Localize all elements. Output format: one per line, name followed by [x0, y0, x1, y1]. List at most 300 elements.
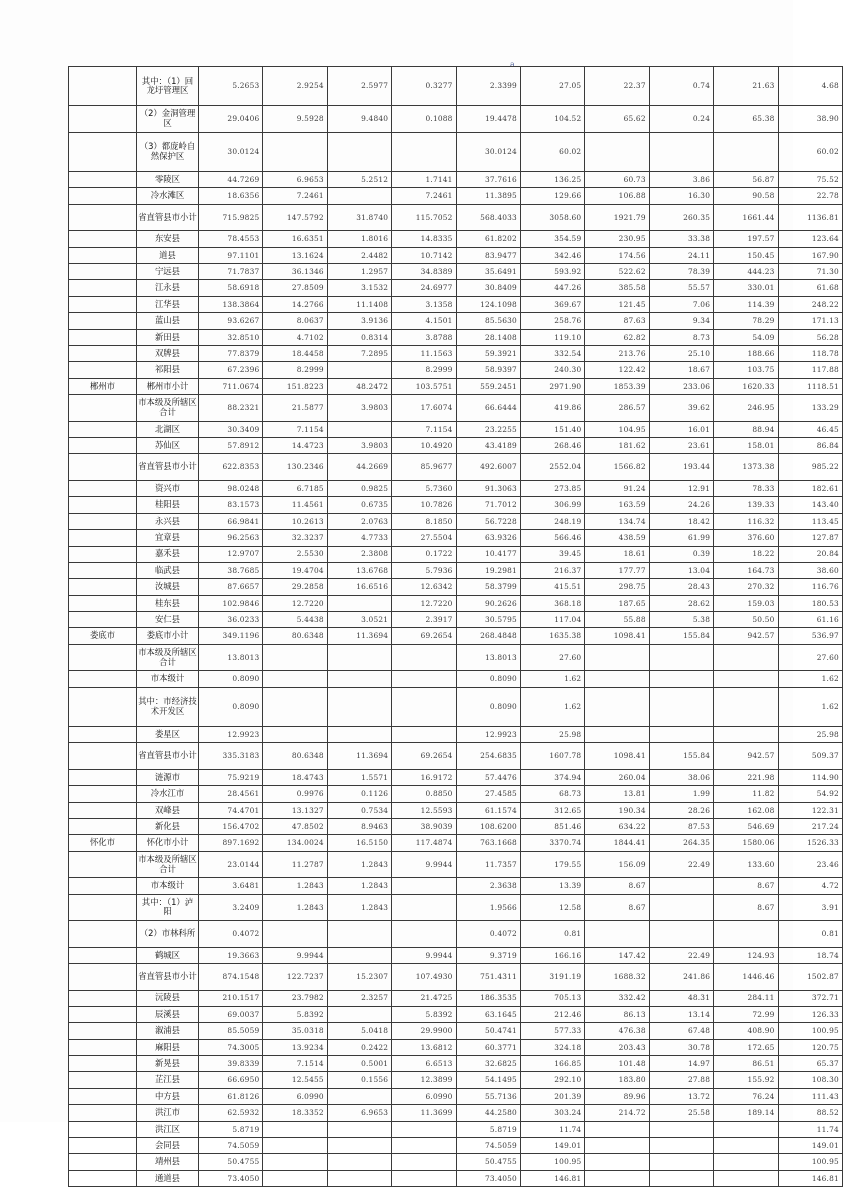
- value-cell: 100.95: [778, 1154, 842, 1170]
- value-cell: 203.43: [585, 1039, 649, 1055]
- value-cell: 260.04: [585, 769, 649, 785]
- value-cell: 335.3183: [199, 743, 263, 769]
- value-cell: 122.31: [778, 802, 842, 818]
- value-cell: 11.3694: [327, 628, 391, 644]
- value-cell: [649, 671, 713, 687]
- value-cell: 30.0124: [199, 132, 263, 171]
- value-cell: 190.34: [585, 802, 649, 818]
- value-cell: 3.1532: [327, 280, 391, 296]
- value-cell: 151.8223: [263, 378, 327, 394]
- value-cell: 5.8719: [199, 1121, 263, 1137]
- value-cell: [263, 132, 327, 171]
- value-cell: 9.9944: [263, 947, 327, 963]
- value-cell: [392, 1121, 456, 1137]
- region-cell: [69, 644, 137, 670]
- value-cell: 11.7357: [456, 851, 520, 877]
- value-cell: 61.16: [778, 612, 842, 628]
- region-cell: [69, 819, 137, 835]
- value-cell: [649, 132, 713, 171]
- value-cell: 69.0037: [199, 1006, 263, 1022]
- region-cell: [69, 1072, 137, 1088]
- region-cell: [69, 497, 137, 513]
- value-cell: 60.02: [520, 132, 584, 171]
- value-cell: 143.40: [778, 497, 842, 513]
- value-cell: 7.2895: [327, 346, 391, 362]
- unit-name-cell: 省直管县市小计: [137, 204, 199, 230]
- value-cell: 23.61: [649, 438, 713, 454]
- value-cell: 444.23: [714, 264, 778, 280]
- table-row: [69, 280, 843, 296]
- value-cell: 186.3535: [456, 990, 520, 1006]
- value-cell: 566.46: [520, 530, 584, 546]
- value-cell: 29.0406: [199, 106, 263, 132]
- value-cell: 50.50: [714, 612, 778, 628]
- value-cell: 369.67: [520, 296, 584, 312]
- value-cell: 129.66: [520, 188, 584, 204]
- value-cell: 12.9923: [456, 726, 520, 742]
- value-cell: [263, 1121, 327, 1137]
- value-cell: 13.81: [585, 786, 649, 802]
- value-cell: 87.6657: [199, 579, 263, 595]
- value-cell: [327, 1088, 391, 1104]
- value-cell: 13.04: [649, 562, 713, 578]
- value-cell: 1.9566: [456, 894, 520, 920]
- value-cell: 32.6825: [456, 1056, 520, 1072]
- value-cell: 17.6074: [392, 395, 456, 421]
- value-cell: 55.88: [585, 612, 649, 628]
- value-cell: 89.96: [585, 1088, 649, 1104]
- table-row: [69, 1105, 843, 1121]
- value-cell: 61.8202: [456, 231, 520, 247]
- value-cell: 12.6342: [392, 579, 456, 595]
- value-cell: 78.33: [714, 480, 778, 496]
- value-cell: 63.1645: [456, 1006, 520, 1022]
- value-cell: 1446.46: [714, 964, 778, 990]
- value-cell: 12.9707: [199, 546, 263, 562]
- unit-name-cell: 道县: [137, 247, 199, 263]
- value-cell: 172.65: [714, 1039, 778, 1055]
- unit-name-cell: 资兴市: [137, 480, 199, 496]
- value-cell: 24.11: [649, 247, 713, 263]
- value-cell: 103.5751: [392, 378, 456, 394]
- value-cell: 1098.41: [585, 628, 649, 644]
- unit-name-cell: 麻阳县: [137, 1039, 199, 1055]
- value-cell: 126.33: [778, 1006, 842, 1022]
- value-cell: 138.3864: [199, 296, 263, 312]
- value-cell: 447.26: [520, 280, 584, 296]
- value-cell: 12.7220: [392, 595, 456, 611]
- region-cell: [69, 802, 137, 818]
- region-cell: [69, 1039, 137, 1055]
- value-cell: 166.85: [520, 1056, 584, 1072]
- unit-name-cell: （2）市林科所: [137, 921, 199, 947]
- value-cell: 0.8314: [327, 329, 391, 345]
- value-cell: 10.4177: [456, 546, 520, 562]
- unit-name-cell: 新化县: [137, 819, 199, 835]
- value-cell: [392, 1154, 456, 1170]
- value-cell: 942.57: [714, 743, 778, 769]
- value-cell: 16.30: [649, 188, 713, 204]
- value-cell: [585, 687, 649, 726]
- value-cell: [649, 644, 713, 670]
- value-cell: 705.13: [520, 990, 584, 1006]
- value-cell: [585, 921, 649, 947]
- value-cell: 193.44: [649, 454, 713, 480]
- value-cell: 3.0521: [327, 612, 391, 628]
- value-cell: 28.1408: [456, 329, 520, 345]
- value-cell: 1.2843: [327, 878, 391, 894]
- value-cell: 270.32: [714, 579, 778, 595]
- value-cell: 408.90: [714, 1023, 778, 1039]
- value-cell: 248.22: [778, 296, 842, 312]
- value-cell: 38.9039: [392, 819, 456, 835]
- value-cell: 634.22: [585, 819, 649, 835]
- unit-name-cell: 桂东县: [137, 595, 199, 611]
- value-cell: 9.9944: [392, 851, 456, 877]
- unit-name-cell: 市本级及所辖区合计: [137, 395, 199, 421]
- value-cell: 35.6491: [456, 264, 520, 280]
- region-cell: [69, 595, 137, 611]
- region-cell: [69, 921, 137, 947]
- value-cell: 3.2409: [199, 894, 263, 920]
- value-cell: [714, 671, 778, 687]
- value-cell: 1661.44: [714, 204, 778, 230]
- value-cell: 8.2999: [263, 362, 327, 378]
- value-cell: [327, 644, 391, 670]
- table-row: [69, 851, 843, 877]
- value-cell: 62.82: [585, 329, 649, 345]
- value-cell: 103.75: [714, 362, 778, 378]
- unit-name-cell: 娄底市小计: [137, 628, 199, 644]
- value-cell: 74.5059: [456, 1138, 520, 1154]
- value-cell: [327, 595, 391, 611]
- value-cell: 27.5504: [392, 530, 456, 546]
- value-cell: 577.33: [520, 1023, 584, 1039]
- value-cell: 0.2422: [327, 1039, 391, 1055]
- value-cell: 0.1126: [327, 786, 391, 802]
- value-cell: 18.3352: [263, 1105, 327, 1121]
- region-cell: [69, 280, 137, 296]
- value-cell: 77.8379: [199, 346, 263, 362]
- table-row: [69, 395, 843, 421]
- table-row: [69, 454, 843, 480]
- value-cell: 108.30: [778, 1072, 842, 1088]
- value-cell: 189.14: [714, 1105, 778, 1121]
- unit-name-cell: 东安县: [137, 231, 199, 247]
- value-cell: 20.84: [778, 546, 842, 562]
- value-cell: 14.97: [649, 1056, 713, 1072]
- table-row: [69, 1006, 843, 1022]
- value-cell: 31.8740: [327, 204, 391, 230]
- value-cell: 9.4840: [327, 106, 391, 132]
- value-cell: [649, 687, 713, 726]
- value-cell: 0.39: [649, 546, 713, 562]
- table-row: [69, 346, 843, 362]
- value-cell: 73.4050: [199, 1170, 263, 1186]
- value-cell: 11.1408: [327, 296, 391, 312]
- value-cell: 71.30: [778, 264, 842, 280]
- value-cell: 58.6918: [199, 280, 263, 296]
- value-cell: 29.9900: [392, 1023, 456, 1039]
- value-cell: 1.62: [520, 687, 584, 726]
- value-cell: 65.62: [585, 106, 649, 132]
- value-cell: 27.88: [649, 1072, 713, 1088]
- value-cell: 248.19: [520, 513, 584, 529]
- value-cell: 158.01: [714, 438, 778, 454]
- unit-name-cell: 其中：市经济技术开发区: [137, 687, 199, 726]
- value-cell: 332.42: [585, 990, 649, 1006]
- value-cell: [714, 726, 778, 742]
- value-cell: [392, 726, 456, 742]
- value-cell: 71.7012: [456, 497, 520, 513]
- value-cell: 6.9653: [263, 172, 327, 188]
- value-cell: 415.51: [520, 579, 584, 595]
- value-cell: 0.8090: [456, 687, 520, 726]
- value-cell: 11.3694: [327, 743, 391, 769]
- value-cell: 27.4585: [456, 786, 520, 802]
- value-cell: 4.7733: [327, 530, 391, 546]
- value-cell: 146.81: [520, 1170, 584, 1186]
- value-cell: 91.24: [585, 480, 649, 496]
- value-cell: 273.85: [520, 480, 584, 496]
- value-cell: 50.4755: [456, 1154, 520, 1170]
- value-cell: 2.3808: [327, 546, 391, 562]
- unit-name-cell: 其中：（1）泸阳: [137, 894, 199, 920]
- value-cell: 25.10: [649, 346, 713, 362]
- value-cell: 98.0248: [199, 480, 263, 496]
- region-cell: [69, 264, 137, 280]
- value-cell: 80.6348: [263, 628, 327, 644]
- unit-name-cell: 辰溪县: [137, 1006, 199, 1022]
- value-cell: 9.9944: [392, 947, 456, 963]
- value-cell: 0.1556: [327, 1072, 391, 1088]
- value-cell: 87.63: [585, 313, 649, 329]
- table-row: [69, 132, 843, 171]
- value-cell: 213.76: [585, 346, 649, 362]
- value-cell: 107.4930: [392, 964, 456, 990]
- value-cell: 18.22: [714, 546, 778, 562]
- value-cell: 10.7142: [392, 247, 456, 263]
- value-cell: 536.97: [778, 628, 842, 644]
- value-cell: 6.6513: [392, 1056, 456, 1072]
- value-cell: 21.63: [714, 67, 778, 106]
- table-row: [69, 612, 843, 628]
- value-cell: 268.46: [520, 438, 584, 454]
- value-cell: [392, 1170, 456, 1186]
- value-cell: 27.60: [778, 644, 842, 670]
- value-cell: 133.29: [778, 395, 842, 421]
- value-cell: 419.86: [520, 395, 584, 421]
- value-cell: 78.39: [649, 264, 713, 280]
- value-cell: 332.54: [520, 346, 584, 362]
- value-cell: 2.3257: [327, 990, 391, 1006]
- value-cell: 102.9846: [199, 595, 263, 611]
- value-cell: 8.73: [649, 329, 713, 345]
- table-row: [69, 1088, 843, 1104]
- value-cell: 16.01: [649, 421, 713, 437]
- value-cell: 1373.38: [714, 454, 778, 480]
- value-cell: 97.1101: [199, 247, 263, 263]
- region-cell: [69, 438, 137, 454]
- value-cell: 68.73: [520, 786, 584, 802]
- value-cell: 32.8510: [199, 329, 263, 345]
- table-row: [69, 497, 843, 513]
- value-cell: 188.66: [714, 346, 778, 362]
- value-cell: [263, 921, 327, 947]
- value-cell: 5.7936: [392, 562, 456, 578]
- value-cell: [585, 1170, 649, 1186]
- value-cell: 60.3771: [456, 1039, 520, 1055]
- value-cell: 75.9219: [199, 769, 263, 785]
- region-cell: [69, 1006, 137, 1022]
- value-cell: 91.3063: [456, 480, 520, 496]
- value-cell: 121.45: [585, 296, 649, 312]
- value-cell: 4.1501: [392, 313, 456, 329]
- value-cell: 0.8850: [392, 786, 456, 802]
- table-row: [69, 421, 843, 437]
- value-cell: 73.4050: [456, 1170, 520, 1186]
- region-cell: [69, 530, 137, 546]
- value-cell: 197.57: [714, 231, 778, 247]
- value-cell: 5.2512: [327, 172, 391, 188]
- unit-name-cell: 江华县: [137, 296, 199, 312]
- value-cell: [649, 1121, 713, 1137]
- unit-name-cell: 市本级及所辖区合计: [137, 851, 199, 877]
- value-cell: 303.24: [520, 1105, 584, 1121]
- table-row: [69, 231, 843, 247]
- unit-name-cell: 溆浦县: [137, 1023, 199, 1039]
- table-row: [69, 878, 843, 894]
- value-cell: 16.6516: [327, 579, 391, 595]
- unit-name-cell: 嘉禾县: [137, 546, 199, 562]
- unit-name-cell: 双牌县: [137, 346, 199, 362]
- value-cell: 1.2957: [327, 264, 391, 280]
- unit-name-cell: 安仁县: [137, 612, 199, 628]
- table-row: [69, 644, 843, 670]
- region-cell: [69, 851, 137, 877]
- unit-name-cell: 通道县: [137, 1170, 199, 1186]
- value-cell: [392, 878, 456, 894]
- value-cell: 368.18: [520, 595, 584, 611]
- value-cell: 1.62: [778, 687, 842, 726]
- value-cell: 114.90: [778, 769, 842, 785]
- value-cell: 23.46: [778, 851, 842, 877]
- value-cell: 14.4723: [263, 438, 327, 454]
- table-body: [69, 67, 843, 1187]
- value-cell: 100.95: [520, 1154, 584, 1170]
- table-row: [69, 1121, 843, 1137]
- region-cell: [69, 1154, 137, 1170]
- unit-name-cell: 会同县: [137, 1138, 199, 1154]
- value-cell: 127.87: [778, 530, 842, 546]
- region-cell: [69, 132, 137, 171]
- value-cell: [649, 1154, 713, 1170]
- value-cell: 56.87: [714, 172, 778, 188]
- value-cell: 711.0674: [199, 378, 263, 394]
- value-cell: 11.82: [714, 786, 778, 802]
- value-cell: 0.3277: [392, 67, 456, 106]
- region-cell: [69, 188, 137, 204]
- value-cell: 23.0144: [199, 851, 263, 877]
- value-cell: 108.6200: [456, 819, 520, 835]
- value-cell: [585, 671, 649, 687]
- value-cell: 763.1668: [456, 835, 520, 851]
- value-cell: 67.48: [649, 1023, 713, 1039]
- unit-name-cell: 洪江区: [137, 1121, 199, 1137]
- value-cell: 1.2843: [263, 878, 327, 894]
- region-cell: [69, 362, 137, 378]
- value-cell: 88.2321: [199, 395, 263, 421]
- value-cell: 30.78: [649, 1039, 713, 1055]
- region-cell: [69, 894, 137, 920]
- table-row: [69, 480, 843, 496]
- value-cell: 55.57: [649, 280, 713, 296]
- value-cell: 155.84: [649, 743, 713, 769]
- value-cell: 349.1196: [199, 628, 263, 644]
- table-row: [69, 990, 843, 1006]
- table-row: [69, 687, 843, 726]
- value-cell: 18.61: [585, 546, 649, 562]
- value-cell: 2.4482: [327, 247, 391, 263]
- value-cell: 324.18: [520, 1039, 584, 1055]
- value-cell: 30.0124: [456, 132, 520, 171]
- value-cell: 177.77: [585, 562, 649, 578]
- value-cell: [327, 188, 391, 204]
- value-cell: 155.92: [714, 1072, 778, 1088]
- unit-name-cell: 芷江县: [137, 1072, 199, 1088]
- value-cell: 1136.81: [778, 204, 842, 230]
- value-cell: 0.8090: [199, 687, 263, 726]
- value-cell: 212.46: [520, 1006, 584, 1022]
- value-cell: 44.2669: [327, 454, 391, 480]
- value-cell: 54.92: [778, 786, 842, 802]
- value-cell: 85.5059: [199, 1023, 263, 1039]
- table-row: [69, 595, 843, 611]
- value-cell: 5.8392: [392, 1006, 456, 1022]
- value-cell: 146.81: [778, 1170, 842, 1186]
- value-cell: 38.90: [778, 106, 842, 132]
- value-cell: 1.8016: [327, 231, 391, 247]
- table-row: [69, 1154, 843, 1170]
- value-cell: [263, 687, 327, 726]
- value-cell: [585, 644, 649, 670]
- value-cell: 306.99: [520, 497, 584, 513]
- value-cell: 134.0024: [263, 835, 327, 851]
- value-cell: 85.9677: [392, 454, 456, 480]
- value-cell: 1688.32: [585, 964, 649, 990]
- table-row: [69, 362, 843, 378]
- unit-name-cell: 靖州县: [137, 1154, 199, 1170]
- value-cell: 3.8788: [392, 329, 456, 345]
- unit-name-cell: （3）都庞岭自然保护区: [137, 132, 199, 171]
- value-cell: 78.4553: [199, 231, 263, 247]
- value-cell: 36.1346: [263, 264, 327, 280]
- value-cell: 18.6356: [199, 188, 263, 204]
- value-cell: 61.8126: [199, 1088, 263, 1104]
- value-cell: 33.38: [649, 231, 713, 247]
- value-cell: 66.6950: [199, 1072, 263, 1088]
- value-cell: 117.04: [520, 612, 584, 628]
- value-cell: 1.7141: [392, 172, 456, 188]
- value-cell: 1.2843: [327, 851, 391, 877]
- value-cell: 374.94: [520, 769, 584, 785]
- value-cell: [649, 878, 713, 894]
- value-cell: 47.8502: [263, 819, 327, 835]
- value-cell: 1635.38: [520, 628, 584, 644]
- table-row: [69, 313, 843, 329]
- value-cell: 167.90: [778, 247, 842, 263]
- unit-name-cell: 宁远县: [137, 264, 199, 280]
